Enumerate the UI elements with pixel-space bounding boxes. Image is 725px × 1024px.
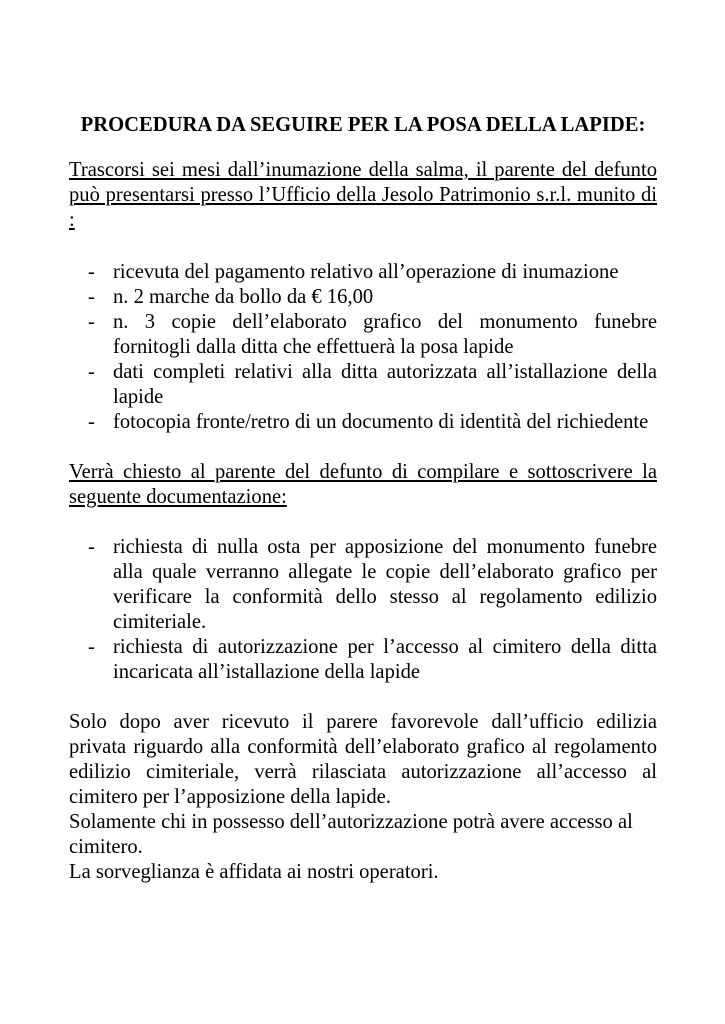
dash-bullet: - [88,286,95,308]
closing-paragraph: Solo dopo aver ricevuto il parere favorevole dall’ufficio edilizia privata riguardo alla conformità dell’elaborato grafico al regolamento edilizio cimiteriale, verrà rilasciata autorizzazione all’accesso al cimitero per l’apposizione della lapide. [69,711,657,808]
intro-paragraph: Trascorsi sei mesi dall’inumazione della salma, il parente del defunto può presentarsi presso l’Ufficio della Jesolo Patrimonio s.r.l. munito di : [69,159,657,231]
document-page [69,112,657,885]
documentation-intro: Verrà chiesto al parente del defunto di compilare e sottoscrivere la seguente documentazione: [69,461,657,508]
dash-bullet: - [88,411,95,433]
list-item: - richiesta di nulla osta per apposizione del monumento funebre alla quale verranno allegate le copie dell’elaborato grafico per verificare la conformità dello stesso al regolamento edilizio cimiteriale. [88,536,657,633]
list-item: - richiesta di autorizzazione per l’accesso al cimitero della ditta incaricata all’istallazione della lapide [88,636,657,683]
required-items-list [69,260,657,435]
list-item: - n. 3 copie dell’elaborato grafico del monumento funebre fornitogli dalla ditta che effettuerà la posa lapide [88,311,657,358]
dash-bullet: - [88,261,95,283]
documentation-items-list [69,535,657,685]
list-item: - fotocopia fronte/retro di un documento di identità del richiedente [88,411,649,433]
list-item: - n. 2 marche da bollo da € 16,00 [88,286,374,308]
list-item: - dati completi relativi alla ditta autorizzata all’istallazione della lapide [88,361,657,408]
list-item: - ricevuta del pagamento relativo all’operazione di inumazione [88,261,619,283]
supervision-note: La sorveglianza è affidata ai nostri operatori. [69,861,439,883]
access-note: Solamente chi in possesso dell’autorizzazione potrà avere accesso al cimitero. [69,811,633,858]
dash-bullet: - [88,636,95,658]
dash-bullet: - [88,311,95,333]
dash-bullet: - [88,361,95,383]
dash-bullet: - [88,536,95,558]
document-title: PROCEDURA DA SEGUIRE PER LA POSA DELLA LAPIDE: [80,114,646,136]
